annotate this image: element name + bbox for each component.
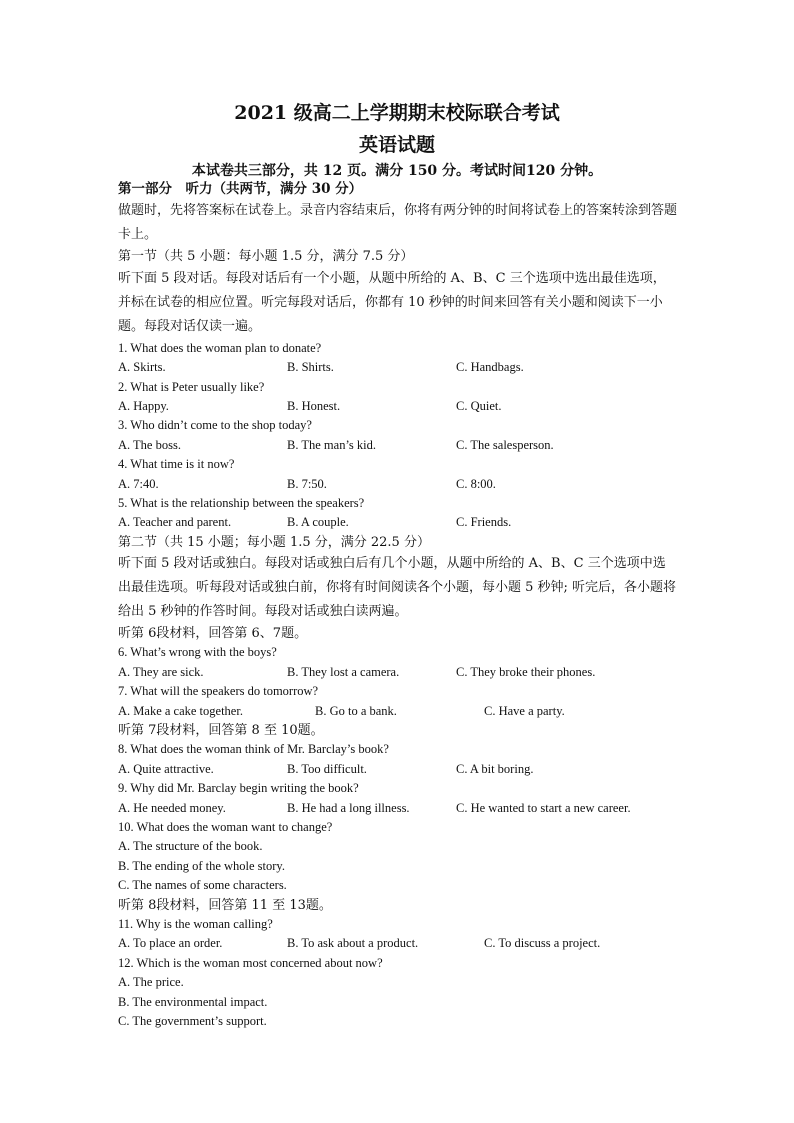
option-b: B. The man’s kid. (287, 437, 377, 452)
question-10: 10. What does the woman want to change? (118, 819, 333, 834)
question-9: 9. Why did Mr. Barclay begin writing the book? (118, 781, 359, 796)
option-a: A. The boss. (118, 437, 181, 452)
option-c: C. Friends. (456, 515, 512, 530)
material-6-label: 听第 6段材料，回答第 6、7题。 (118, 626, 308, 642)
option-b: B. Go to a bank. (315, 703, 397, 718)
question-6: 6. What’s wrong with the boys? (118, 645, 277, 660)
question-7: 7. What will the speakers do tomorrow? (118, 684, 319, 699)
option-b: B. Shirts. (287, 360, 334, 375)
section1-instructions: 听下面 5 段对话。每段对话后有一个小题，从题中所给的 A、B、C 三个选项中选出最佳选项，并标在试卷的相应位置。听完每段对话后，你都有 10 秒钟的时间来回答有关小题和阅读下一小题。每段对话仅读一遍。 (118, 270, 666, 334)
option-c: C. To discuss a project. (484, 936, 601, 951)
option-b: B. The ending of the whole story. (118, 858, 285, 873)
option-a: A. Teacher and parent. (118, 515, 232, 530)
exam-subject: 英语试题 (358, 134, 435, 156)
question-9-options (118, 799, 678, 818)
part1-heading: 第一部分 听力（共两节，满分 30 分） (118, 181, 363, 197)
option-c: C. They broke their phones. (456, 664, 596, 679)
question-8: 8. What does the woman think of Mr. Barclay’s book? (118, 742, 389, 757)
option-b: B. 7:50. (287, 476, 327, 491)
option-a: A. Quite attractive. (118, 761, 214, 776)
option-b: B. He had a long illness. (287, 800, 410, 815)
question-5: 5. What is the relationship between the speakers? (118, 495, 365, 510)
option-b: B. A couple. (287, 515, 349, 530)
question-2-options (118, 397, 678, 416)
option-b: B. To ask about a product. (287, 936, 419, 951)
question-2: 2. What is Peter usually like? (118, 379, 265, 394)
option-c: C. 8:00. (456, 476, 496, 491)
question-3: 3. Who didn’t come to the shop today? (118, 418, 312, 433)
question-8-options (118, 760, 678, 779)
question-4: 4. What time is it now? (118, 457, 235, 472)
option-a: A. Happy. (118, 398, 169, 413)
option-b: B. The environmental impact. (118, 994, 268, 1009)
question-5-options (118, 513, 678, 532)
option-b: B. Too difficult. (287, 761, 367, 776)
option-b: B. They lost a camera. (287, 664, 400, 679)
section1-heading: 第一节（共 5 小题：每小题 1.5 分，满分 7.5 分） (118, 249, 414, 265)
option-c: C. The salesperson. (456, 437, 554, 452)
option-b: B. Honest. (287, 398, 341, 413)
exam-info: 本试卷共三部分，共 12 页。满分 150 分。考试时间120 分钟。 (191, 163, 603, 179)
option-c: C. The government’s support. (118, 1013, 267, 1028)
option-a: A. The price. (118, 975, 184, 990)
option-c: C. Handbags. (456, 360, 524, 375)
question-12: 12. Which is the woman most concerned about now? (118, 955, 383, 970)
question-11-options (118, 934, 678, 953)
section2-instructions: 听下面 5 段对话或独白。每段对话或独白后有几个小题，从题中所给的 A、B、C 三个选项中选出最佳选项。听每段对话或独白前，你将有时间阅读各个小题，每小题 5 秒钟; 听完后，各小题将给出 5 秒钟的作答时间。每段对话或独白读两遍。 (118, 556, 677, 620)
option-c: C. A bit boring. (456, 761, 534, 776)
exam-content (118, 180, 678, 1031)
option-a: A. Make a cake together. (118, 703, 243, 718)
question-1-options (118, 358, 678, 377)
option-a: A. To place an order. (118, 936, 223, 951)
question-6-options (118, 663, 678, 682)
option-c: C. Have a party. (484, 703, 565, 718)
question-7-options (118, 702, 678, 721)
question-3-options (118, 436, 678, 455)
material-7-label: 听第 7段材料，回答第 8 至 10题。 (118, 723, 324, 739)
option-a: A. The structure of the book. (118, 839, 263, 854)
material-8-label: 听第 8段材料，回答第 11 至 13题。 (118, 897, 332, 913)
option-c: C. He wanted to start a new career. (456, 800, 631, 815)
part1-instructions: 做题时，先将答案标在试卷上。录音内容结束后，你将有两分钟的时间将试卷上的答案转涂到答题卡上。 (118, 203, 678, 243)
option-a: A. 7:40. (118, 476, 159, 491)
option-c: C. The names of some characters. (118, 878, 287, 893)
question-11: 11. Why is the woman calling? (118, 916, 273, 931)
option-a: A. He needed money. (118, 800, 226, 815)
question-4-options (118, 475, 678, 494)
option-a: A. They are sick. (118, 664, 204, 679)
option-a: A. Skirts. (118, 360, 166, 375)
section2-heading: 第二节（共 15 小题；每小题 1.5 分，满分 22.5 分） (118, 534, 430, 550)
option-c: C. Quiet. (456, 398, 502, 413)
exam-title: 2021 级高二上学期期末校际联合考试 (234, 102, 560, 124)
question-1: 1. What does the woman plan to donate? (118, 340, 322, 355)
